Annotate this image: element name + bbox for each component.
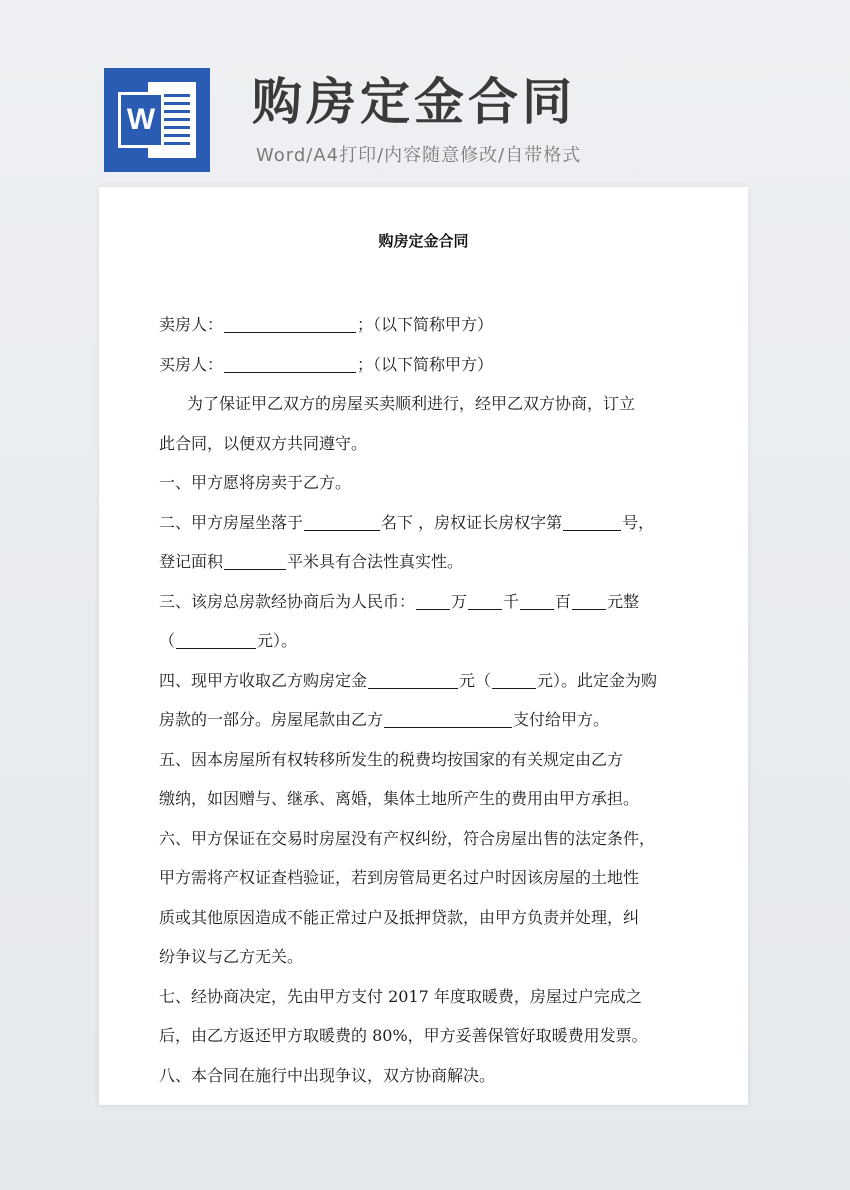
clause-4-text: 元（ xyxy=(459,670,492,690)
clause-6-line-1: 六、甲方保证在交易时房屋没有产权纠纷，符合房屋出售的法定条件， xyxy=(159,828,656,848)
clause-4-text: 房款的一部分。房屋尾款由乙方 xyxy=(159,710,384,729)
buyer-label: 买房人： xyxy=(159,354,224,374)
unit-wan: 万 xyxy=(451,591,468,611)
buyer-blank[interactable] xyxy=(224,356,356,373)
clause-1: 一、甲方愿将房卖于乙方。 xyxy=(159,473,352,492)
clause-2-line-1 xyxy=(159,503,689,543)
seller-label: 卖房人： xyxy=(159,315,224,334)
buyer-line xyxy=(159,345,689,385)
clause-4-text: 支付给甲方。 xyxy=(513,710,610,729)
clause-3-line-1 xyxy=(159,582,689,622)
doc-line-decor xyxy=(160,110,190,113)
clause-4-line-1 xyxy=(159,661,689,701)
clause-6-line-3: 质或其他原因造成不能正常过户及抵押贷款，由甲方负责并处理，纠 xyxy=(159,907,640,927)
unit-bai: 百 xyxy=(555,591,572,611)
doc-line-decor xyxy=(160,142,190,145)
clause-6-line-4: 纷争议与乙方无关。 xyxy=(159,947,304,966)
clause-3-line-2 xyxy=(159,621,689,661)
clause-6-line-2: 甲方需将产权证查档验证，若到房管局更名过户时因该房屋的土地性 xyxy=(159,868,640,887)
doc-line-decor xyxy=(160,126,190,129)
document-page xyxy=(99,187,748,1105)
clause-7-line-2: 后，由乙方返还甲方取暖费的 80%，甲方妥善保管好取暖费用发票。 xyxy=(159,1026,648,1045)
certificate-number-blank[interactable] xyxy=(563,514,621,531)
price-yuan-blank[interactable] xyxy=(572,593,606,610)
word-w-icon: W xyxy=(118,92,164,148)
clause-3-text: （ xyxy=(159,631,176,650)
document-body xyxy=(159,305,689,1095)
clause-8: 八、本合同在施行中出现争议，双方协商解决。 xyxy=(159,1065,496,1085)
intro-line-2: 此合同，以便双方共同遵守。 xyxy=(159,433,368,453)
banner-subtitle: Word/A4打印/内容随意修改/自带格式 xyxy=(256,145,582,166)
clause-2-text: 平米具有合法性真实性。 xyxy=(287,552,464,571)
clause-2-text: 名下 ，房权证长房权字第 xyxy=(381,512,563,532)
price-wan-blank[interactable] xyxy=(416,593,450,610)
deposit-blank[interactable] xyxy=(368,672,458,689)
seller-suffix: ；（以下简称甲方） xyxy=(357,315,494,334)
doc-line-decor xyxy=(160,102,190,105)
unit-qian: 千 xyxy=(503,591,520,611)
clause-2-text: 二、甲方房屋坐落于 xyxy=(159,512,304,532)
clause-4-text: 四、现甲方收取乙方购房定金 xyxy=(159,670,368,690)
document-title: 购房定金合同 xyxy=(378,232,469,250)
property-owner-blank[interactable] xyxy=(304,514,380,531)
clause-2-line-2 xyxy=(159,542,689,582)
doc-line-decor xyxy=(160,118,190,121)
doc-line-decor xyxy=(160,134,190,137)
seller-line xyxy=(159,305,689,345)
buyer-suffix: ；（以下简称甲方） xyxy=(357,354,494,374)
intro-line-1: 为了保证甲乙双方的房屋买卖顺利进行，经甲乙双方协商，订立 xyxy=(187,394,636,413)
clause-2-text: 号， xyxy=(622,512,655,532)
clause-3-text: 三、该房总房款经协商后为人民币： xyxy=(159,591,416,611)
price-total-blank[interactable] xyxy=(176,632,256,649)
doc-line-decor xyxy=(160,94,190,97)
clause-5-line-1: 五、因本房屋所有权转移所发生的税费均按国家的有关规定由乙方 xyxy=(159,749,624,769)
clause-4-line-2 xyxy=(159,700,689,740)
deposit-capital-blank[interactable] xyxy=(492,672,536,689)
clause-2-text: 登记面积 xyxy=(159,552,224,571)
clause-7-line-1: 七、经协商决定，先由甲方支付 2017 年度取暖费，房屋过户完成之 xyxy=(159,986,642,1006)
area-blank[interactable] xyxy=(224,553,286,570)
price-bai-blank[interactable] xyxy=(520,593,554,610)
unit-yuan-zheng: 元整 xyxy=(607,591,640,611)
clause-4-text: 元）。此定金为购 xyxy=(537,670,658,690)
word-app-icon xyxy=(104,68,210,172)
clause-3-text: 元）。 xyxy=(257,631,298,650)
clause-5-line-2: 缴纳，如因赠与、继承、离婚，集体土地所产生的费用由甲方承担。 xyxy=(159,789,640,808)
banner-title: 购房定金合同 xyxy=(252,73,576,131)
balance-payment-blank[interactable] xyxy=(384,711,512,728)
price-qian-blank[interactable] xyxy=(468,593,502,610)
seller-blank[interactable] xyxy=(224,316,356,333)
